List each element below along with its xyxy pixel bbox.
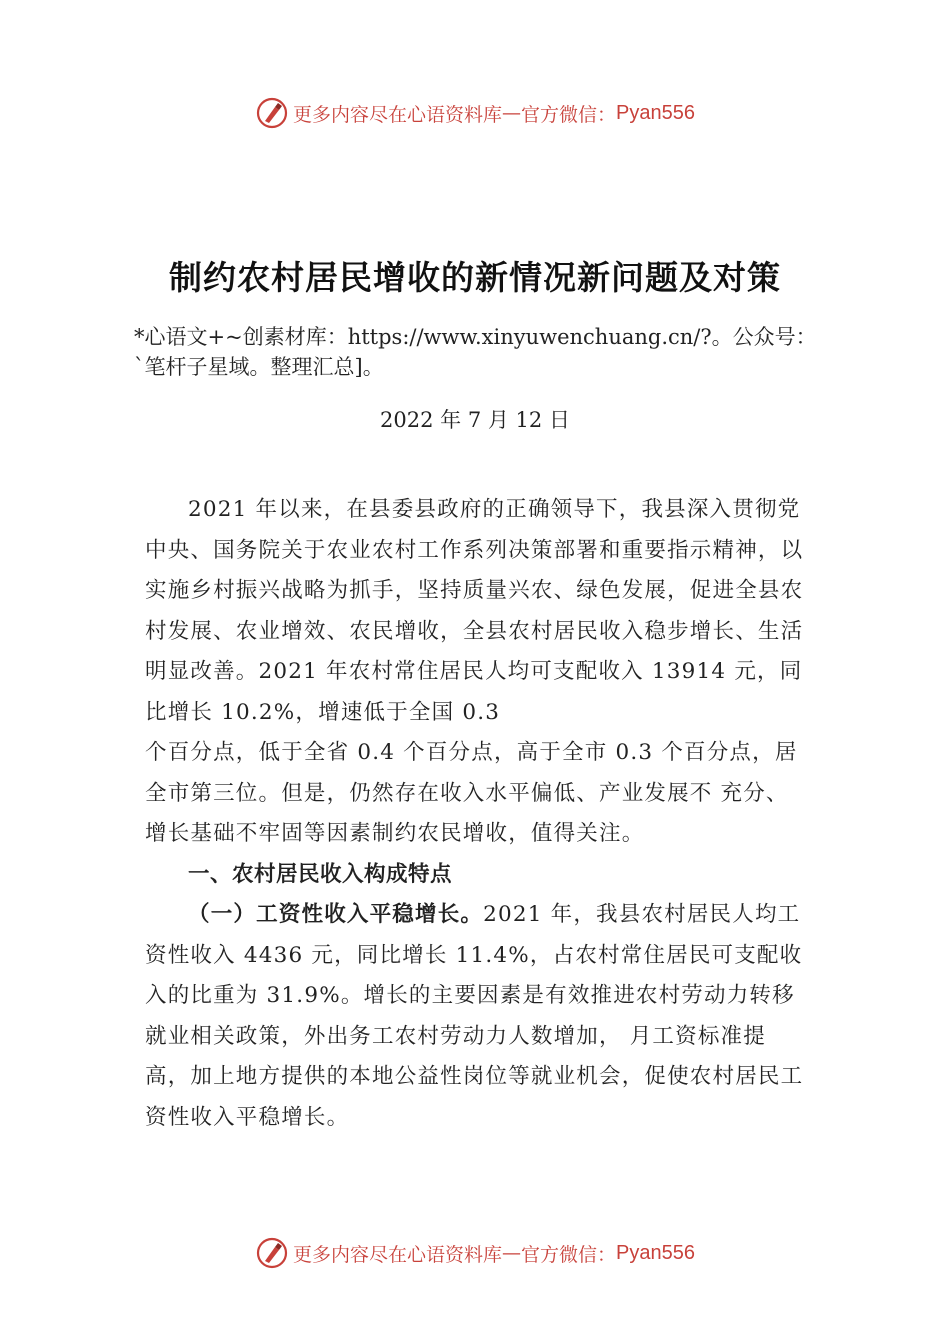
header-banner [0,96,950,130]
banner-wechat-id: Pyan556 [616,1241,695,1264]
paragraph-wage-income-text: 2021 年，我县农村居民人均工资性收入 4436 元，同比增长 11.4%，占农村常住居民可支配收入的比重为 31.9%。增长的主要因素是有效推进农村劳动力转移就业相关政策，外出务工农村劳动力人数增加， 月工资标准提高，加上地方提供的本地公益性岗位等就业机会，促使农村居民工资性收入平稳增长。 [145,902,804,1130]
pen-nib-logo-icon [255,1236,289,1270]
pen-nib-logo-icon [255,96,289,130]
banner-text: 更多内容尽在心语资料库 [293,1243,503,1266]
document-title: 制约农村居民增收的新情况新问题及对策 [169,258,781,297]
banner-text: 更多内容尽在心语资料库 [293,103,503,126]
banner-wechat-label: 官方微信： [521,1243,617,1266]
section-heading-1: 一、农村居民收入构成特点 [188,861,453,887]
paragraph-wage-income [145,895,810,1138]
document-date: 2022 年 7 月 12 日 [380,408,570,432]
footer-banner [0,1236,950,1270]
source-line: *心语文+~创素材库：https://www.xinyuwenchuang.cn/?。公众号：`笔杆子星域。整理汇总]。 [134,325,817,379]
banner-separator: — [502,102,522,124]
paragraph-intro-part2: 个百分点，低于全省 0.4 个百分点，高于全市 0.3 个百分点，居全市第三位。但是，仍然存在收入水平偏低、产业发展不 充分、增长基础不牢固等因素制约农民增收，值得关注。 [145,740,798,846]
subheading-wage-income: （一）工资性收入平稳增长。 [188,902,484,927]
banner-separator: — [502,1242,522,1264]
document-body [145,490,810,1138]
paragraph-intro-part1: 2021 年以来，在县委县政府的正确领导下，我县深入贯彻党中央、国务院关于农业农村工作系列决策部署和重要指示精神，以实施乡村振兴战略为抓手，坚持质量兴农、绿色发展，促进全县农村发展、农业增效、农民增收，全县农村居民收入稳步增长、生活明显改善。2021 年农村常住居民人均可支配收入 13914 元，同比增长 10.2%，增速低于全国 0.3 [145,497,804,725]
banner-wechat-label: 官方微信： [521,103,617,126]
banner-wechat-id: Pyan556 [616,101,695,124]
